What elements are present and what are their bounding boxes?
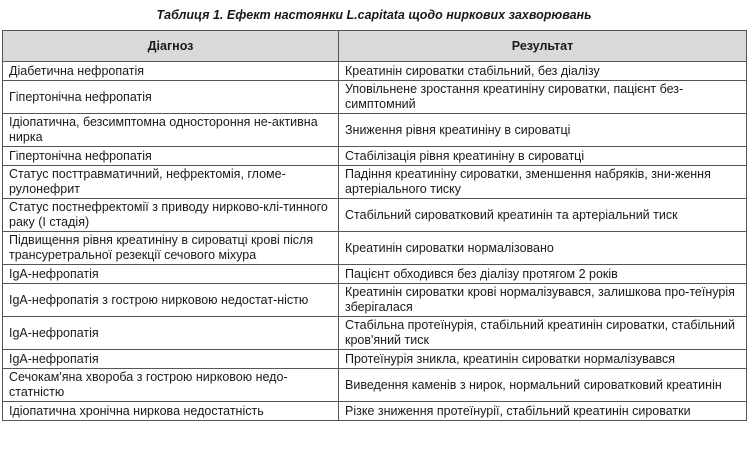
diagnosis-cell: Підвищення рівня креатиніну в сироватці крові після трансуретральної резекції сечового міхура (3, 232, 339, 265)
table-row (3, 402, 747, 421)
result-cell: Виведення каменів з нирок, нормальний сироватковий креатинін (339, 369, 747, 402)
diagnosis-cell: IgA-нефропатія (3, 350, 339, 369)
table-header-row (3, 31, 747, 62)
table-row (3, 369, 747, 402)
result-cell: Пацієнт обходився без діалізу протягом 2 років (339, 265, 747, 284)
table-row (3, 81, 747, 114)
diagnosis-cell: IgA-нефропатія з гострою нирковою недостат-ністю (3, 284, 339, 317)
header-diagnosis: Діагноз (3, 31, 339, 62)
header-result: Результат (339, 31, 747, 62)
table-row (3, 114, 747, 147)
table-row (3, 147, 747, 166)
diagnosis-cell: Ідіопатична, безсимптомна одностороння не-активна нирка (3, 114, 339, 147)
table-row (3, 284, 747, 317)
diagnosis-cell: IgA-нефропатія (3, 265, 339, 284)
diagnosis-cell: Діабетична нефропатія (3, 62, 339, 81)
table-row (3, 62, 747, 81)
table-row (3, 199, 747, 232)
table-row (3, 350, 747, 369)
table-row (3, 265, 747, 284)
table-row (3, 317, 747, 350)
diagnosis-cell: IgA-нефропатія (3, 317, 339, 350)
diagnosis-cell: Ідіопатична хронічна ниркова недостатність (3, 402, 339, 421)
result-cell: Креатинін сироватки крові нормалізувався, залишкова про-теїнурія зберігалася (339, 284, 747, 317)
result-cell: Креатинін сироватки стабільний, без діалізу (339, 62, 747, 81)
table-row (3, 232, 747, 265)
table-row (3, 166, 747, 199)
diagnosis-cell: Гіпертонічна нефропатія (3, 81, 339, 114)
table-caption: Таблиця 1. Ефект настоянки L.capitata щодо ниркових захворювань (156, 8, 592, 22)
result-cell: Протеїнурія зникла, креатинін сироватки нормалізувався (339, 350, 747, 369)
result-cell: Стабільний сироватковий креатинін та артеріальний тиск (339, 199, 747, 232)
result-cell: Різке зниження протеїнурії, стабільний креатинін сироватки (339, 402, 747, 421)
result-cell: Стабілізація рівня креатиніну в сироватці (339, 147, 747, 166)
diagnosis-cell: Статус постнефректомії з приводу нирково-клі-тинного раку (I стадія) (3, 199, 339, 232)
diagnosis-cell: Статус посттравматичний, нефректомія, гломе-рулонефрит (3, 166, 339, 199)
diagnosis-cell: Сечокам'яна хвороба з гострою нирковою недо-статністю (3, 369, 339, 402)
result-cell: Стабільна протеїнурія, стабільний креатинін сироватки, стабільний кров'яний тиск (339, 317, 747, 350)
kidney-disease-table (2, 30, 747, 421)
result-cell: Зниження рівня креатиніну в сироватці (339, 114, 747, 147)
diagnosis-cell: Гіпертонічна нефропатія (3, 147, 339, 166)
result-cell: Уповільнене зростання креатиніну сироватки, пацієнт без-симптомний (339, 81, 747, 114)
result-cell: Креатинін сироватки нормалізовано (339, 232, 747, 265)
result-cell: Падіння креатиніну сироватки, зменшення набряків, зни-ження артеріального тиску (339, 166, 747, 199)
